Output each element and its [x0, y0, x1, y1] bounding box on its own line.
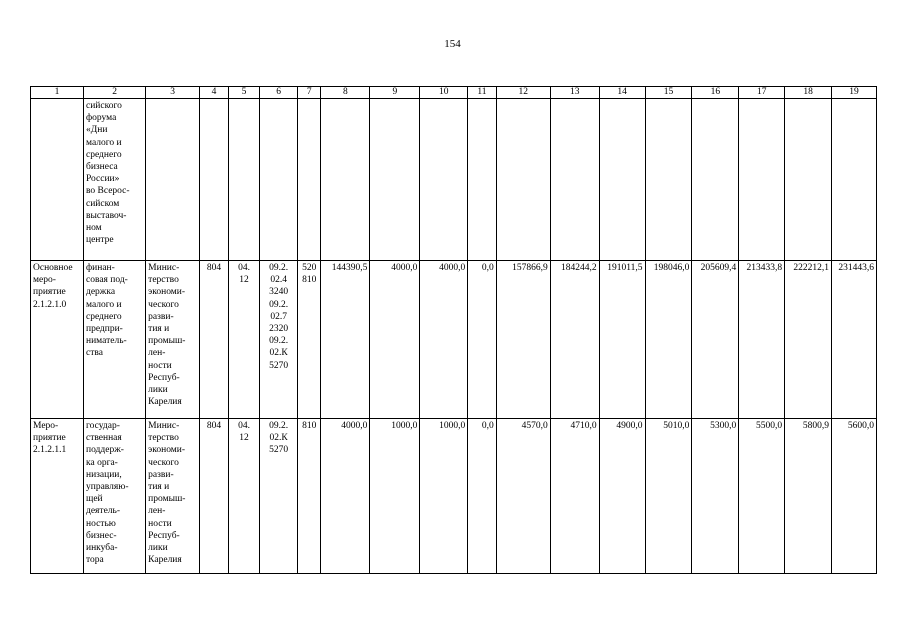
header-cell: 2: [84, 87, 146, 99]
table-cell: 191011,5: [599, 261, 645, 419]
table-cell: 0,0: [468, 419, 497, 574]
table-cell: [832, 99, 877, 261]
table-cell: Минис- терство экономи- ческого разви- тия и промыш- лен- ности Респуб- лики Карелия: [146, 261, 200, 419]
table-cell: Меро- приятие 2.1.2.1.1: [31, 419, 84, 574]
table-cell: [370, 99, 420, 261]
header-cell: 19: [832, 87, 877, 99]
table-cell: 157866,9: [496, 261, 550, 419]
table-cell: 4570,0: [496, 419, 550, 574]
header-cell: 14: [599, 87, 645, 99]
table-cell: 4000,0: [370, 261, 420, 419]
table-cell: Минис- терство экономи- ческого разви- тия и промыш- лен- ности Респуб- лики Карелия: [146, 419, 200, 574]
header-cell: 8: [321, 87, 370, 99]
table-cell: [228, 99, 260, 261]
table-cell: 4000,0: [321, 419, 370, 574]
header-cell: 18: [785, 87, 832, 99]
header-row: [31, 87, 877, 99]
table-cell: [31, 99, 84, 261]
table-cell: [599, 99, 645, 261]
table-cell: [321, 99, 370, 261]
header-cell: 11: [468, 87, 497, 99]
table-cell: [785, 99, 832, 261]
table-cell: 5600,0: [832, 419, 877, 574]
table-row: [31, 99, 877, 261]
header-cell: 6: [260, 87, 298, 99]
table-cell: финан- совая под- держка малого и среднего предпри- ниматель- ства: [84, 261, 146, 419]
header-cell: 3: [146, 87, 200, 99]
table-cell: 09.2. 02.4 3240 09.2. 02.7 2320 09.2. 02.К 5270: [260, 261, 298, 419]
header-cell: 9: [370, 87, 420, 99]
header-cell: 7: [298, 87, 321, 99]
table-cell: 04. 12: [228, 261, 260, 419]
table-cell: 804: [200, 261, 229, 419]
table-cell: 1000,0: [370, 419, 420, 574]
table-cell: 184244,2: [550, 261, 599, 419]
table-row: [31, 261, 877, 419]
header-cell: 10: [420, 87, 468, 99]
table-cell: [468, 99, 497, 261]
table-cell: 4000,0: [420, 261, 468, 419]
table-cell: [200, 99, 229, 261]
table-cell: 804: [200, 419, 229, 574]
table-cell: [298, 99, 321, 261]
header-cell: 4: [200, 87, 229, 99]
table-cell: 520 810: [298, 261, 321, 419]
table-cell: государ- ственная поддерж- ка орга- низации, управляю- щей деятель- ностью бизнес- инкуба- тора: [84, 419, 146, 574]
table-cell: 0,0: [468, 261, 497, 419]
table-cell: [496, 99, 550, 261]
table-cell: 4900,0: [599, 419, 645, 574]
table-cell: 810: [298, 419, 321, 574]
table-cell: [645, 99, 692, 261]
table-cell: 213433,8: [739, 261, 785, 419]
table-cell: 5500,0: [739, 419, 785, 574]
table-cell: 5800,9: [785, 419, 832, 574]
header-cell: 12: [496, 87, 550, 99]
table-row: [31, 419, 877, 574]
table-cell: 5010,0: [645, 419, 692, 574]
header-cell: 5: [228, 87, 260, 99]
page-number: 154: [444, 38, 461, 50]
table-cell: 144390,5: [321, 261, 370, 419]
budget-table: [30, 86, 877, 574]
table-cell: [739, 99, 785, 261]
table-cell: 5300,0: [692, 419, 739, 574]
table-cell: сийского форума «Дни малого и среднего бизнеса России» во Всерос- сийском выставоч- ном центре: [84, 99, 146, 261]
table-cell: 09.2. 02.К 5270: [260, 419, 298, 574]
table-cell: [550, 99, 599, 261]
table-cell: [260, 99, 298, 261]
header-cell: 15: [645, 87, 692, 99]
header-cell: 16: [692, 87, 739, 99]
table-cell: 222212,1: [785, 261, 832, 419]
table-cell: 198046,0: [645, 261, 692, 419]
table-cell: 04. 12: [228, 419, 260, 574]
table-cell: [146, 99, 200, 261]
table-cell: 231443,6: [832, 261, 877, 419]
header-cell: 1: [31, 87, 84, 99]
table-cell: [692, 99, 739, 261]
table-cell: Основное меро- приятие 2.1.2.1.0: [31, 261, 84, 419]
table-cell: [420, 99, 468, 261]
table-cell: 1000,0: [420, 419, 468, 574]
table-cell: 4710,0: [550, 419, 599, 574]
header-cell: 17: [739, 87, 785, 99]
header-cell: 13: [550, 87, 599, 99]
table-cell: 205609,4: [692, 261, 739, 419]
